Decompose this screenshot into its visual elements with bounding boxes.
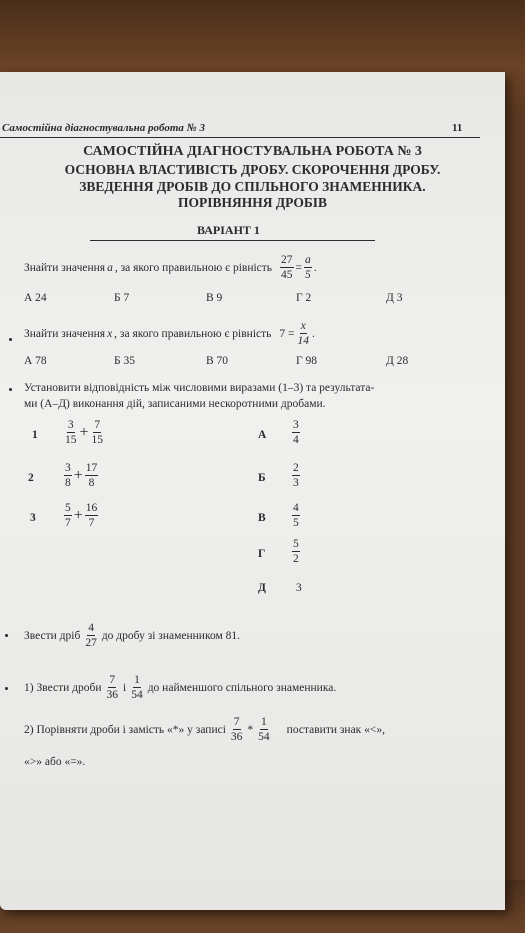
numerator: a [305,254,311,266]
denominator: 45 [281,269,293,281]
header-rule [0,137,480,138]
task-4-text: Звести дріб [24,629,81,642]
task-4-statement [24,621,240,650]
task-2-option-b: Б 35 [114,355,135,367]
task-4-fraction [84,621,98,650]
denominator: 2 [293,553,299,565]
fraction [85,501,99,530]
expr-2 [64,461,98,490]
task-3-bullet [9,388,12,391]
equals-sign: = [295,261,303,274]
task-3-line-1: Установити відповідність між числовими виразами (1–3) та результата- [24,382,375,394]
title-line-4: ПОРІВНЯННЯ ДРОБІВ [177,195,328,210]
denominator: 36 [230,731,243,743]
task-2-lhs: 7 = [279,327,295,340]
task-2-option-v: В 70 [206,355,229,367]
task-1-option-b: Б 7 [114,292,130,304]
result-a-label: А [258,429,267,441]
denominator: 27 [85,637,97,649]
task-5-part-2-line-2: «>» або «=». [24,756,86,768]
fraction [85,461,99,490]
expr-1-label: 1 [32,429,38,441]
task-1-variable: a [107,261,113,274]
numerator: 1 [261,716,267,728]
numerator: 27 [281,254,293,266]
task-2-fraction [297,319,311,348]
fraction [106,673,120,702]
fraction [292,501,300,530]
task-1-statement [24,253,317,282]
task-5-part-1-text-2: до найменшого спільного знаменника. [147,681,337,694]
result-b [292,461,300,490]
title-line-1: САМОСТІЙНА ДІАГНОСТУВАЛЬНА РОБОТА № 3 [83,144,422,159]
numerator: x [300,320,306,332]
result-d-label: Д [258,582,266,594]
result-g-label: Г [258,548,266,560]
denominator: 15 [91,434,104,446]
task-3-line-2: ми (А–Д) виконання дій, записаними нескоротними дробами. [24,398,326,410]
fraction [257,715,271,744]
plus-sign: + [79,423,89,441]
denominator: 15 [65,434,77,446]
expr-3 [64,501,98,530]
numerator: 3 [65,462,71,474]
task-4-bullet [5,634,8,637]
task-5-part-1 [24,673,336,702]
task-2-bullet [9,338,12,341]
task-1-option-d: Д 3 [386,292,403,304]
denominator: 14 [297,335,310,347]
fraction [292,461,300,490]
numerator: 16 [85,502,98,514]
fraction [230,715,244,744]
denominator: 36 [106,689,118,701]
fraction [64,501,72,530]
denominator: 5 [305,269,311,281]
task-2-text-2: , за якого правильною є рівність [114,327,272,340]
task-5-part-2-text: 2) Порівняти дроби і замість «*» у записі [24,723,226,736]
task-1-option-g: Г 2 [296,292,312,304]
title-line-2: ОСНОВНА ВЛАСТИВІСТЬ ДРОБУ. СКОРОЧЕННЯ ДРОБУ. [64,162,441,177]
numerator: 4 [293,502,299,514]
denominator: 7 [88,517,95,529]
fraction [64,418,78,447]
task-1-text: Знайти значення [24,261,106,274]
task-2-variable: x [107,327,113,340]
task-2-option-d: Д 28 [386,355,409,367]
numerator: 7 [109,674,116,686]
fraction [130,673,144,702]
fraction [91,418,105,447]
running-title: Самостійна діагностувальна робота № 3 [2,122,205,134]
period: . [312,327,315,340]
task-5-bullet [5,687,8,690]
denominator: 3 [293,477,299,489]
task-1-fraction-rhs [304,253,312,282]
denominator: 4 [293,434,299,446]
numerator: 5 [293,538,299,550]
numerator: 7 [233,716,240,728]
expr-1 [64,418,104,447]
result-b-label: Б [258,472,266,484]
denominator: 5 [293,517,299,529]
task-5-part-2-text-2: поставити знак «<», [286,723,386,736]
numerator: 3 [293,419,299,431]
variant-rule [90,240,375,241]
conjunction: і [123,681,127,694]
numerator: 3 [67,419,74,431]
denominator: 54 [131,689,143,701]
result-g [292,537,300,566]
denominator: 7 [65,517,71,529]
title-line-3: ЗВЕДЕННЯ ДРОБІВ ДО СПІЛЬНОГО ЗНАМЕННИКА. [79,179,426,194]
task-1-fraction-lhs [280,253,294,282]
variant-label: ВАРІАНТ 1 [197,223,260,237]
numerator: 4 [88,622,94,634]
fraction [64,461,72,490]
task-4-text-2: до дробу зі знаменником 81. [101,629,241,642]
period: . [313,261,317,274]
plus-sign: + [73,506,83,524]
denominator: 8 [88,477,95,489]
result-v [292,501,300,530]
result-a [292,418,300,447]
task-5-part-1-text: 1) Звести дроби [24,681,102,694]
result-v-label: В [258,512,266,524]
expr-2-label: 2 [28,472,34,484]
numerator: 1 [134,674,140,686]
numerator: 7 [94,419,101,431]
task-1-option-a: А 24 [24,292,47,304]
task-2-option-g: Г 98 [296,355,318,367]
denominator: 8 [65,477,71,489]
task-2-option-a: А 78 [24,355,47,367]
plus-sign: + [73,466,83,484]
expr-3-label: 3 [30,512,36,524]
task-2-text: Знайти значення [24,327,106,340]
task-2-statement [24,319,315,348]
numerator: 17 [85,462,98,474]
fraction [292,537,300,566]
fraction [292,418,300,447]
denominator: 54 [258,731,270,743]
numerator: 5 [65,502,71,514]
worksheet-page [0,72,505,910]
result-d: 3 [296,582,302,594]
numerator: 2 [293,462,299,474]
comparison-placeholder: * [247,723,254,736]
task-5-part-2 [24,715,385,744]
task-1-option-v: В 9 [206,292,223,304]
task-1-text-2: , за якого правильною є рівність [114,261,273,274]
page-number: 11 [452,122,463,134]
